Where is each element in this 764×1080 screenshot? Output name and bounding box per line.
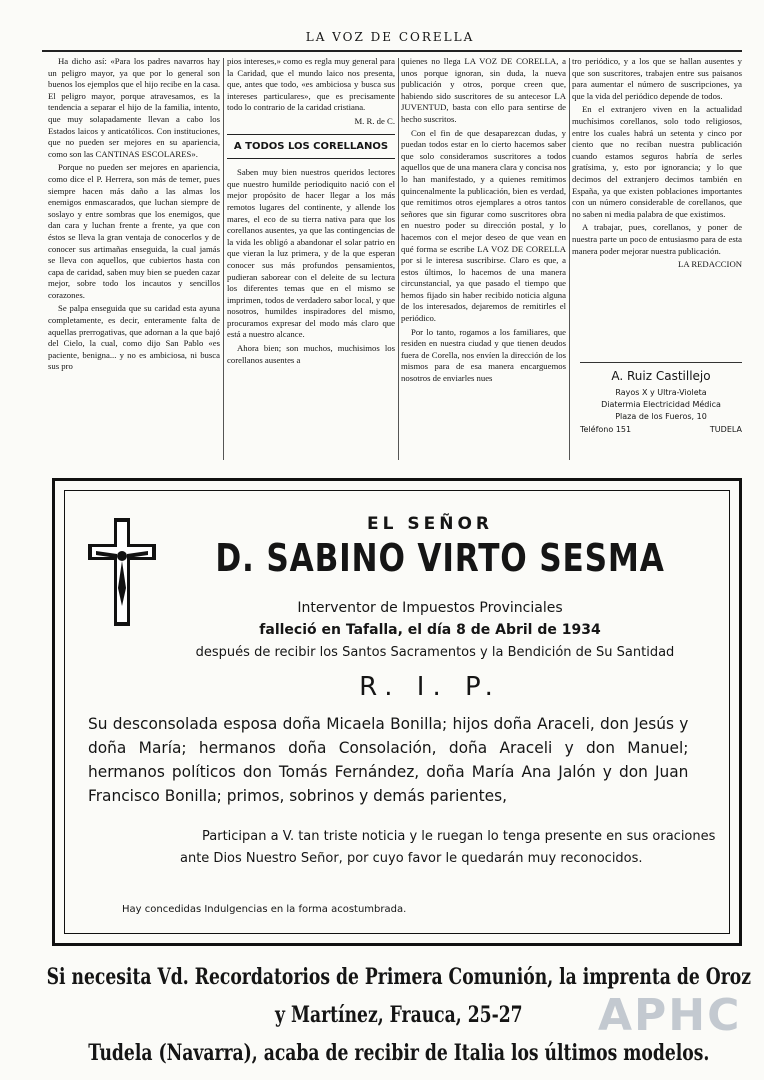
mourners-paragraph: Su desconsolada esposa doña Micaela Bonilla; hijos doña Araceli, don Jesús y doña María; hermanos doña Consolación, doña Araceli y don Manuel; hermanos políticos don Tomás Fernández, doña María Ana Jalón y don Juan Francisco Bonilla; primos, sobrinos y demás parientes, (88, 714, 689, 805)
sacraments-line: después de recibir los Santos Sacramentos y la Bendición de Su Santidad (195, 645, 675, 660)
masthead: LA VOZ DE CORELLA (305, 30, 475, 44)
col3-paragraph: Con el fin de que desaparezcan dudas, y puedan todos estar en lo cierto hacemos saber que solo consideramos suscritores a todos aquellos que de una manera clara y concisa nos lo han manifestado, y a quienes remitimos quincenalmente la publicación, bien es verdad, que remitimos otros ejemplares a otros tantos señores que sin figurar como suscritores obra en nuestro poder su dirección postal, y lo hacemos con el mejor deseo de que vean en qué forma se escribe LA VOZ DE CORELLA por si le interesa suscribirse. Claro es que, a estos últimos, lo hacemos de una manera circunstancial, ya que pasado el tiempo que hemos fijado sin haber recibido noticia alguna de los interesados, dejaremos de remitirles el periódico. (401, 127, 566, 324)
advertisement-box (580, 362, 742, 434)
section-title: A TODOS LOS CORELLANOS (227, 134, 395, 160)
footer-ad-line: Tudela (Navarra), acaba de recibir de Italia los últimos modelos. (88, 1040, 710, 1066)
col4-paragraph: A trabajar, pues, corellanos, y poner de nuestra parte un poco de entusiasmo para de esta manera poder mejorar nuestra publicación. (572, 222, 742, 256)
archive-watermark: APHC (598, 990, 742, 1041)
indulgences-line: Hay concedidas Indulgencias en la forma acostumbrada. (122, 904, 407, 915)
deceased-role: Interventor de Impuestos Provinciales (297, 600, 563, 616)
footer-ad-line: Si necesita Vd. Recordatorios de Primera Comunión, la imprenta de Oroz y Martínez, Frauca, 25-27 (46, 964, 751, 1028)
deceased-name: D. SABINO VIRTO SESMA (215, 536, 665, 580)
col1-paragraph: Se palpa enseguida que su caridad esta ayuna completamente, es decir, enteramente falta de aquellas prerrogativas, que adornan a la que bajó del Cielo, la cual, como dijo San Pablo «es paciente, benigna... y no es ambiciosa, ni busca sus pro (48, 303, 220, 372)
col3-paragraph: quienes no llega LA VOZ DE CORELLA, a unos porque ignoran, sin duda, la nueva publicación y otros, porque creen que, habiendo sido suscritores de su antecesor LA JUVENTUD, basta con ello para sentirse de hecho suscritos. (401, 56, 566, 124)
ad-phone: Teléfono 151 (580, 425, 632, 434)
ad-line: Rayos X y Ultra-Violeta (615, 388, 707, 397)
death-statement: falleció en Tafalla, el día 8 de Abril de 1934 (259, 622, 601, 638)
col4-paragraph: tro periódico, y a los que se hallan ausentes y que son suscritores, trabajen entre sus paisanos para aumentar el número de suscripciones, ya que la vida del periódico depende de todos. (572, 56, 742, 101)
ad-city: TUDELA (709, 425, 742, 434)
advertiser-name: A. Ruiz Castillejo (611, 369, 711, 383)
article-signature: M. R. de C. (354, 115, 395, 126)
column-3 (401, 56, 566, 461)
column-divider (398, 58, 399, 460)
column-divider (223, 58, 224, 460)
article-signature: LA REDACCION (678, 259, 742, 270)
notice-paragraph: Participan a V. tan triste noticia y le ruegan lo tenga presente en sus oraciones ante Dios Nuestro Señor, por cuyo favor le quedarán muy reconocidos. (180, 829, 716, 866)
ad-line: Plaza de los Fueros, 10 (615, 412, 707, 421)
col1-paragraph: Ha dicho así: «Para los padres navarros hay un peligro mayor, ya que por lo general son buenos los ejemplos que el hijo recibe en la casa. El peligro mayor, porque atravesamos, es la tendencia a separar el hijo de la familia, intento, que muy solapadamente llevan a cabo los Estados laicos y anticatólicos. Con instituciones, que no pueden ser mejores en su apariencia, como son las CANTINAS ESCOLARES». (48, 56, 220, 159)
col1-paragraph: Porque no pueden ser mejores en apariencia, como dice el P. Herrera, son más de temer, pues siempre hacen más daño a las almas los enemigos enmascarados, que luchan siempre de soslayo y entre sombras que los enemigos, que dan cara y luchan frente a frente, ya que con éstos se lleva la gran ventaja de conocerlos y de conocer sus artimañas enseguida, la cual jamás se lleva con aquellos, que cubiertos hasta con capa de caridad, saben muy bien se pueden cazar mejor, sobre todo los incautos y sencillos corazones. (48, 162, 220, 300)
obituary-heading: EL SEÑOR (367, 514, 493, 534)
col2-paragraph: Ahora bien; son muchos, muchisimos los corellanos ausentes a (227, 343, 395, 365)
masthead-rule (42, 50, 742, 52)
column-1 (48, 56, 220, 461)
column-4 (572, 56, 742, 346)
ad-line: Diatermia Electricidad Médica (601, 400, 721, 409)
col2-paragraph: Saben muy bien nuestros queridos lectores que nuestro humilde periodiquito nació con el mejor propósito de hacer llegar a los más remotos lugares del continente, y allende los mares, el eco de su tierra nativa para que los corellanos ausentes, ya que las contingencias de la vida les obligó a abandonar el solar patrio en que vieran la luz primera, y de la que esperan conocer sus más profundos pensamientos, pudieran saborear con el deleite de su lectura los diferentes temas que en el mismo se imprimen, todos de verdadero sabor local, y que nosotros, humildes inspiradores del mismo, procuramos expresar del modo más claro que está a nuestro alcance. (227, 167, 395, 340)
column-2 (227, 56, 395, 461)
rip-text: R. I. P. (359, 672, 501, 702)
crucifix-icon (88, 518, 156, 626)
col2-paragraph: pios intereses,» como es regla muy general para la Caridad, que el mundo laico nos presenta, que, antes que todo, «es ambiciosa y busca sus intereses particulares», que es precisamente todo lo contrario de la caridad cristiana. (227, 56, 395, 113)
col4-paragraph: En el extranjero viven en la actualidad muchísimos corellanos, solo todo religiosos, entre los cuales habrá un setenta y cinco por ciento que no reciban nuestra publicación cuando estamos seguros habría de serles gratísima, y, esto por ignorancia; y lo que decimos del extranjero decimos también en España, ya que existen poblaciones importantes con un número considerable de corellanos, que no saben ni media palabra de que existimos. (572, 104, 742, 219)
col3-paragraph: Por lo tanto, rogamos a los familiares, que residen en nuestra ciudad y que tienen deudos fuera de Corella, nos envíen la dirección de los mismos para de esa manera encarguemos nosotros de enviarles nues (401, 326, 566, 384)
column-divider (569, 58, 570, 460)
